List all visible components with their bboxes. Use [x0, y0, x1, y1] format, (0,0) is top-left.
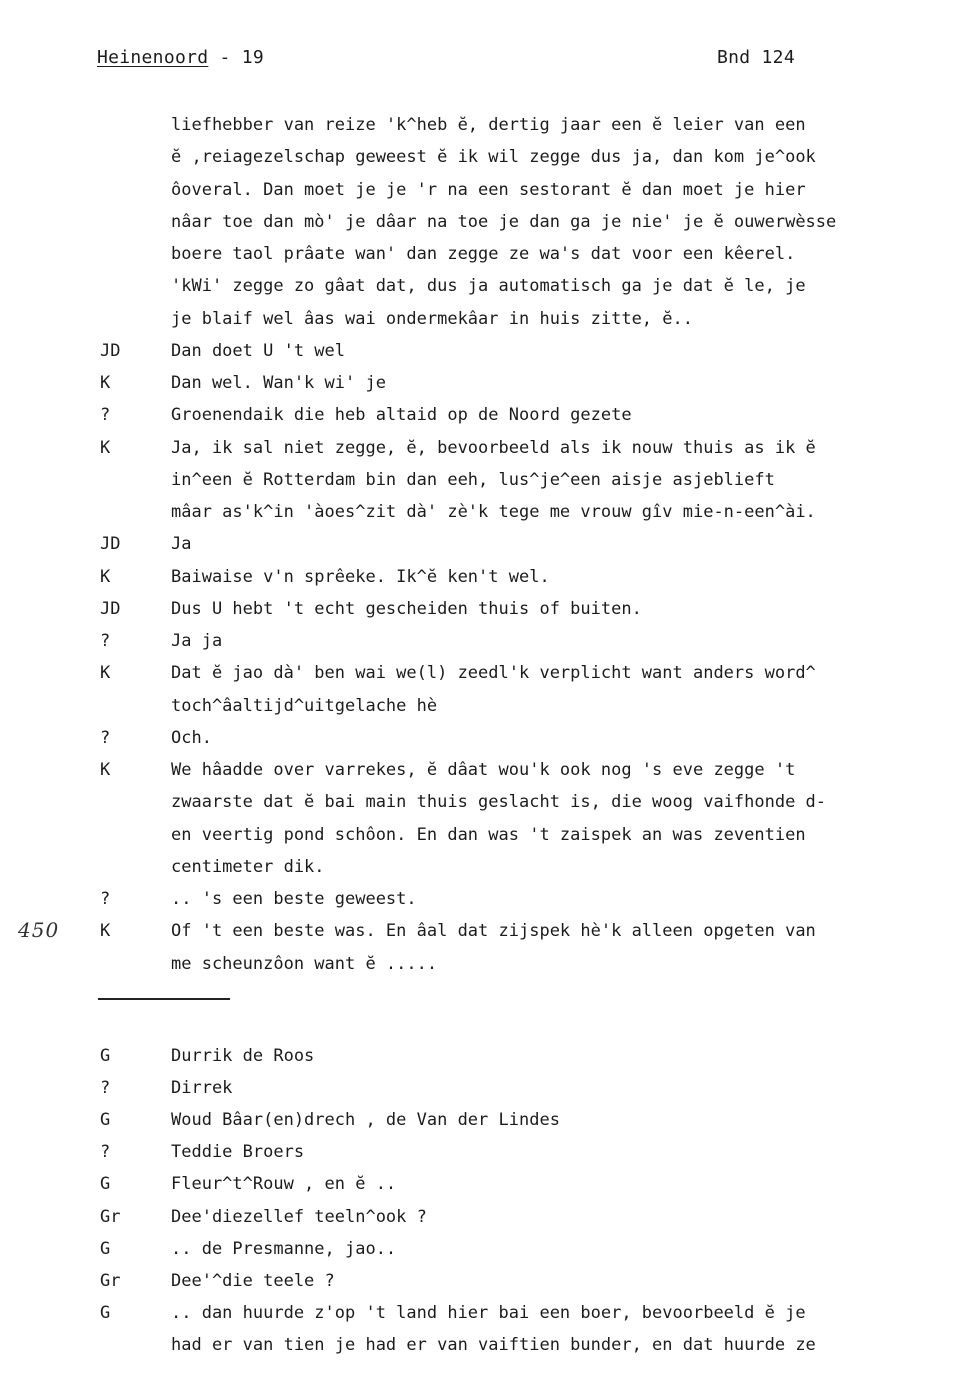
transcript-line: Dat ĕ jao dà' ben wai we(l) zeedl'k verplicht want anders word^ — [171, 663, 816, 684]
speaker-label: G — [100, 1174, 111, 1195]
transcript-line: Woud Bâar(en)drech , de Van der Lindes — [171, 1110, 560, 1131]
transcript-line: Dee'diezellef teeln^ook ? — [171, 1206, 427, 1227]
speaker-label: Gr — [100, 1206, 121, 1227]
margin-note: 450 — [18, 918, 60, 942]
speaker-label: K — [100, 566, 111, 587]
transcript-line: Dirrek — [171, 1078, 233, 1099]
speaker-label: K — [100, 437, 111, 458]
speaker-label: JD — [100, 534, 121, 555]
header-page-number: - 19 — [208, 47, 265, 68]
transcript-line: We hâadde over varrekes, ĕ dâat wou'k ook nog 's eve zegge 't — [171, 760, 796, 780]
transcript-line: .. de Presmanne, jao.. — [171, 1238, 397, 1259]
speaker-label: ? — [100, 889, 111, 909]
transcript-line: Ja ja — [171, 631, 223, 651]
transcript-line: me scheunzôon want ĕ ..... — [171, 953, 438, 974]
transcript-line: Ja — [171, 534, 192, 555]
transcript-line: .. dan huurde z'op 't land hier bai een boer, bevoorbeeld ĕ je — [171, 1302, 806, 1323]
speaker-label: G — [100, 1046, 111, 1066]
transcript-line: mâar as'k^in 'àoes^zit dà' zè'k tege me vrouw gîv mie-n-een^ài. — [171, 502, 816, 522]
speaker-label: ? — [100, 1142, 111, 1163]
transcript-line: had er van tien je had er van vaiftien bunder, en dat huurde ze — [171, 1334, 816, 1355]
header-band: Bnd 124 — [717, 47, 795, 68]
speaker-label: JD — [100, 598, 121, 619]
transcript-line: ĕ ,reiagezelschap geweest ĕ ik wil zegge dus ja, dan kom je^ook — [171, 147, 816, 168]
transcript-line: Dus U hebt 't echt gescheiden thuis of buiten. — [171, 598, 642, 619]
transcript-line: Dan doet U 't wel — [171, 340, 345, 361]
transcript-line: Fleur^t^Rouw , en ĕ .. — [171, 1174, 397, 1195]
transcript-line: 'kWi' zegge zo gâat dat, dus ja automatisch ga je dat ĕ le, je — [171, 276, 806, 297]
transcript-line: zwaarste dat ĕ bai main thuis geslacht is, die woog vaifhonde d- — [171, 792, 827, 813]
transcript-line: Groenendaik die heb altaid op de Noord gezete — [171, 405, 632, 426]
transcript-line: Och. — [171, 727, 212, 748]
transcript-line: Durrik de Roos — [171, 1046, 315, 1066]
transcript-line: en veertig pond schôon. En dan was 't zaispek an was zeventien — [171, 824, 806, 845]
transcript-line: in^een ĕ Rotterdam bin dan eeh, lus^je^een aisje asjeblieft — [171, 469, 775, 490]
speaker-label: G — [100, 1238, 111, 1259]
speaker-label: K — [100, 373, 111, 393]
speaker-label: Gr — [100, 1270, 121, 1291]
transcript-line: Of 't een beste was. En âal dat zijspek hè'k alleen opgeten van — [171, 921, 816, 942]
speaker-label: JD — [100, 340, 121, 361]
section-divider — [98, 998, 230, 1000]
transcript-line: Dee'^die teele ? — [171, 1270, 335, 1291]
transcript-line: nâar toe dan mò' je dâar na toe je dan ga je nie' je ĕ ouwerwèsse — [171, 211, 837, 232]
speaker-label: K — [100, 921, 111, 942]
transcript-line: liefhebber van reize 'k^heb ĕ, dertig jaar een ĕ leier van een — [171, 115, 806, 135]
header-place: Heinenoord — [97, 47, 209, 68]
transcript-line: je blaif wel âas wai ondermekâar in huis zitte, ĕ.. — [171, 308, 693, 329]
speaker-label: ? — [100, 1078, 111, 1099]
speaker-label: K — [100, 760, 111, 780]
transcript-line: boere taol prâate wan' dan zegge ze wa's dat voor een kêerel. — [171, 244, 796, 264]
page-header-left — [97, 47, 264, 68]
speaker-label: ? — [100, 631, 111, 651]
transcript-line: .. 's een beste geweest. — [171, 889, 417, 909]
transcript-line: centimeter dik. — [171, 856, 325, 877]
speaker-label: G — [100, 1110, 111, 1131]
transcript-line: Dan wel. Wan'k wi' je — [171, 373, 386, 393]
speaker-label: G — [100, 1302, 111, 1323]
transcript-line: toch^âaltijd^uitgelache hè — [171, 695, 438, 716]
transcript-line: Teddie Broers — [171, 1142, 305, 1163]
transcript-line: Ja, ik sal niet zegge, ĕ, bevoorbeeld als ik nouw thuis as ik ĕ — [171, 437, 816, 458]
speaker-label: K — [100, 663, 111, 684]
speaker-label: ? — [100, 405, 111, 426]
transcript-line: Baiwaise v'n sprêeke. Ik^ĕ ken't wel. — [171, 566, 550, 587]
speaker-label: ? — [100, 727, 111, 748]
transcript-line: ôoveral. Dan moet je je 'r na een sestorant ĕ dan moet je hier — [171, 179, 806, 200]
